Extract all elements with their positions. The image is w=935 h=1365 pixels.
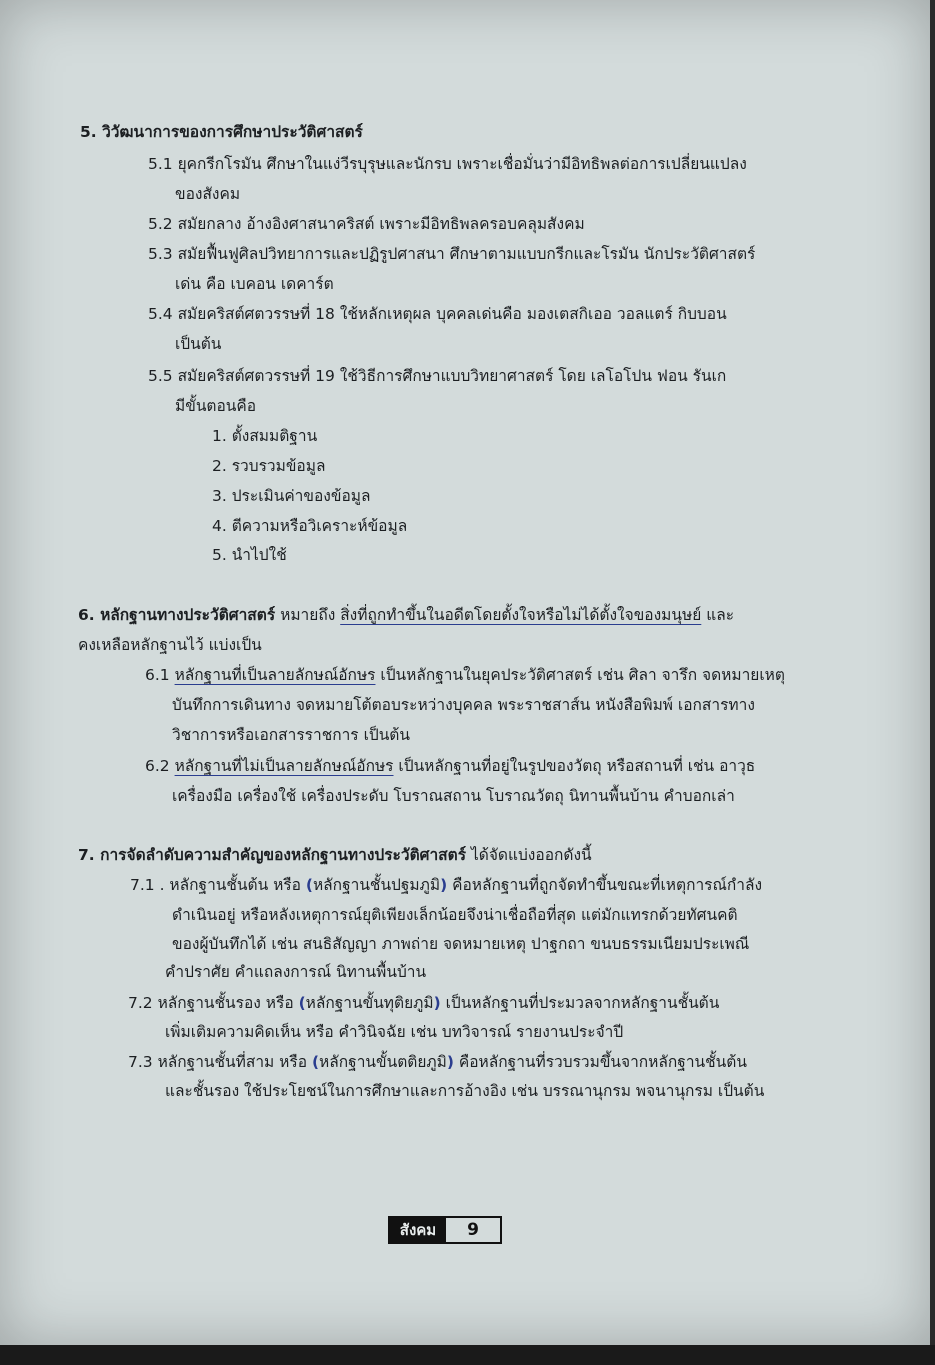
item-5-1-line-1: 5.1 ยุคกรีกโรมัน ศึกษาในแง่วีรบุรุษและนักรบ เพราะเชื่อมั่นว่ามีอิทธิพลต่อการเปลี่ยนแปลง xyxy=(148,155,747,173)
item-6-2-number: 6.2 xyxy=(145,757,175,775)
item-7-1-term: หลักฐานชั้นปฐมภูมิ xyxy=(312,876,441,894)
page-number: 9 xyxy=(467,1220,479,1240)
item-6-1-line-1 xyxy=(145,665,785,685)
item-5-2: 5.2 สมัยกลาง อ้างอิงศาสนาคริสต์ เพราะมีอิทธิพลครอบคลุมสังคม xyxy=(148,215,585,233)
item-7-1-prefix: 7.1 . หลักฐานชั้นต้น หรือ xyxy=(130,876,306,894)
item-5-5-line-2: มีขั้นตอนคือ xyxy=(175,397,257,415)
section-6-heading-end: และ xyxy=(701,606,735,624)
open-paren-mark: ( xyxy=(305,876,313,894)
section-6-heading-mid: หมายถึง xyxy=(275,606,341,624)
item-7-1-line-3: ของผู้บันทึกได้ เช่น สนธิสัญญา ภาพถ่าย จดหมายเหตุ ปาฐกถา ขนบธรรมเนียมประเพณี xyxy=(172,935,750,953)
section-5-heading: 5. วิวัฒนาการของการศึกษาประวัติศาสตร์ xyxy=(80,123,363,141)
item-7-2-line-1 xyxy=(128,993,719,1013)
item-7-1-text: คือหลักฐานที่ถูกจัดทำขึ้นขณะที่เหตุการณ์กำลัง xyxy=(447,876,763,894)
item-6-2-text: เป็นหลักฐานที่อยู่ในรูปของวัตถุ หรือสถานที่ เช่น อาวุธ xyxy=(393,757,756,775)
item-7-2-prefix: 7.2 หลักฐานชั้นรอง หรือ xyxy=(128,994,299,1012)
item-7-2-line-2: เพิ่มเติมความคิดเห็น หรือ คำวินิจฉัย เช่น บทวิจารณ์ รายงานประจำปี xyxy=(165,1023,624,1041)
item-5-1-line-2: ของสังคม xyxy=(175,185,241,203)
step-item: 1. ตั้งสมมติฐาน xyxy=(212,427,318,445)
section-6-definition: สิ่งที่ถูกทำขึ้นในอดีตโดยตั้งใจหรือไม่ได้ตั้งใจของมนุษย์ xyxy=(340,606,702,624)
item-7-2-term: หลักฐานขั้นทุติยภูมิ xyxy=(305,994,434,1012)
open-paren-mark: ( xyxy=(298,994,306,1012)
item-7-3-prefix: 7.3 หลักฐานชั้นที่สาม หรือ xyxy=(128,1053,312,1071)
item-6-2-line-1 xyxy=(145,756,755,776)
item-5-4-line-2: เป็นต้น xyxy=(175,335,222,353)
item-7-3-term: หลักฐานขั้นตติยภูมิ xyxy=(319,1053,447,1071)
step-item: 5. นำไปใช้ xyxy=(212,546,287,564)
item-5-5-line-1: 5.5 สมัยคริสต์ศตวรรษที่ 19 ใช้วิธีการศึกษาแบบวิทยาศาสตร์ โดย เลโอโปน ฟอน รันเก xyxy=(148,367,727,385)
page-edge-bottom xyxy=(0,1345,935,1365)
section-6-heading-line xyxy=(78,605,734,625)
section-6-line-2: คงเหลือหลักฐานไว้ แบ่งเป็น xyxy=(78,636,262,654)
step-item: 3. ประเมินค่าของข้อมูล xyxy=(212,487,371,505)
item-6-2-term: หลักฐานที่ไม่เป็นลายลักษณ์อักษร xyxy=(174,757,394,775)
close-paren-mark: ) xyxy=(440,876,448,894)
step-item: 4. ตีความหรือวิเคราะห์ข้อมูล xyxy=(212,517,408,535)
page-footer xyxy=(388,1216,502,1244)
item-7-1-line-4: คำปราศัย คำแถลงการณ์ นิทานพื้นบ้าน xyxy=(165,963,427,981)
close-paren-mark: ) xyxy=(433,994,441,1012)
item-7-1-line-1 xyxy=(130,875,762,895)
item-5-4-line-1: 5.4 สมัยคริสต์ศตวรรษที่ 18 ใช้หลักเหตุผล บุคคลเด่นคือ มองเตสกิเออ วอลแตร์ กิบบอน xyxy=(148,305,727,323)
item-5-3-line-1: 5.3 สมัยฟื้นฟูศิลปวิทยาการและปฏิรูปศาสนา ศึกษาตามแบบกรีกและโรมัน นักประวัติศาสตร์ xyxy=(148,245,756,263)
item-6-1-text: เป็นหลักฐานในยุคประวัติศาสตร์ เช่น ศิลา จารึก จดหมายเหตุ xyxy=(375,666,785,684)
item-6-1-term: หลักฐานที่เป็นลายลักษณ์อักษร xyxy=(174,666,376,684)
item-6-1-line-3: วิชาการหรือเอกสารราชการ เป็นต้น xyxy=(172,726,410,744)
item-7-3-line-2: และชั้นรอง ใช้ประโยชน์ในการศึกษาและการอ้างอิง เช่น บรรณานุกรม พจนานุกรม เป็นต้น xyxy=(165,1082,765,1100)
section-6-heading: 6. หลักฐานทางประวัติศาสตร์ xyxy=(78,606,276,624)
item-7-1-line-2: ดำเนินอยู่ หรือหลังเหตุการณ์ยุติเพียงเล็กน้อยจึงน่าเชื่อถือที่สุด แต่มักแทรกด้วยทัศนคติ xyxy=(172,906,738,924)
item-7-3-line-1 xyxy=(128,1052,747,1072)
item-7-3-text: คือหลักฐานที่รวบรวมขึ้นจากหลักฐานชั้นต้น xyxy=(453,1053,747,1071)
section-7-heading: 7. การจัดลำดับความสำคัญของหลักฐานทางประวัติศาสตร์ xyxy=(78,846,467,864)
item-6-1-line-2: บันทึกการเดินทาง จดหมายโต้ตอบระหว่างบุคคล พระราชสาส์น หนังสือพิมพ์ เอกสารทาง xyxy=(172,696,755,714)
section-7-heading-end: ได้จัดแบ่งออกดังนี้ xyxy=(466,846,592,864)
open-paren-mark: ( xyxy=(311,1053,320,1071)
footer-subject-label: สังคม xyxy=(390,1218,446,1242)
item-6-2-line-2: เครื่องมือ เครื่องใช้ เครื่องประดับ โบราณสถาน โบราณวัตถุ นิทานพื้นบ้าน คำบอกเล่า xyxy=(172,787,735,805)
item-6-1-number: 6.1 xyxy=(145,666,175,684)
page-edge-right xyxy=(930,0,935,1345)
step-item: 2. รวบรวมข้อมูล xyxy=(212,457,326,475)
item-5-3-line-2: เด่น คือ เบคอน เดคาร์ต xyxy=(175,275,334,293)
section-7-heading-line xyxy=(78,845,592,865)
close-paren-mark: ) xyxy=(446,1053,454,1071)
item-7-2-text: เป็นหลักฐานที่ประมวลจากหลักฐานชั้นต้น xyxy=(440,994,720,1012)
